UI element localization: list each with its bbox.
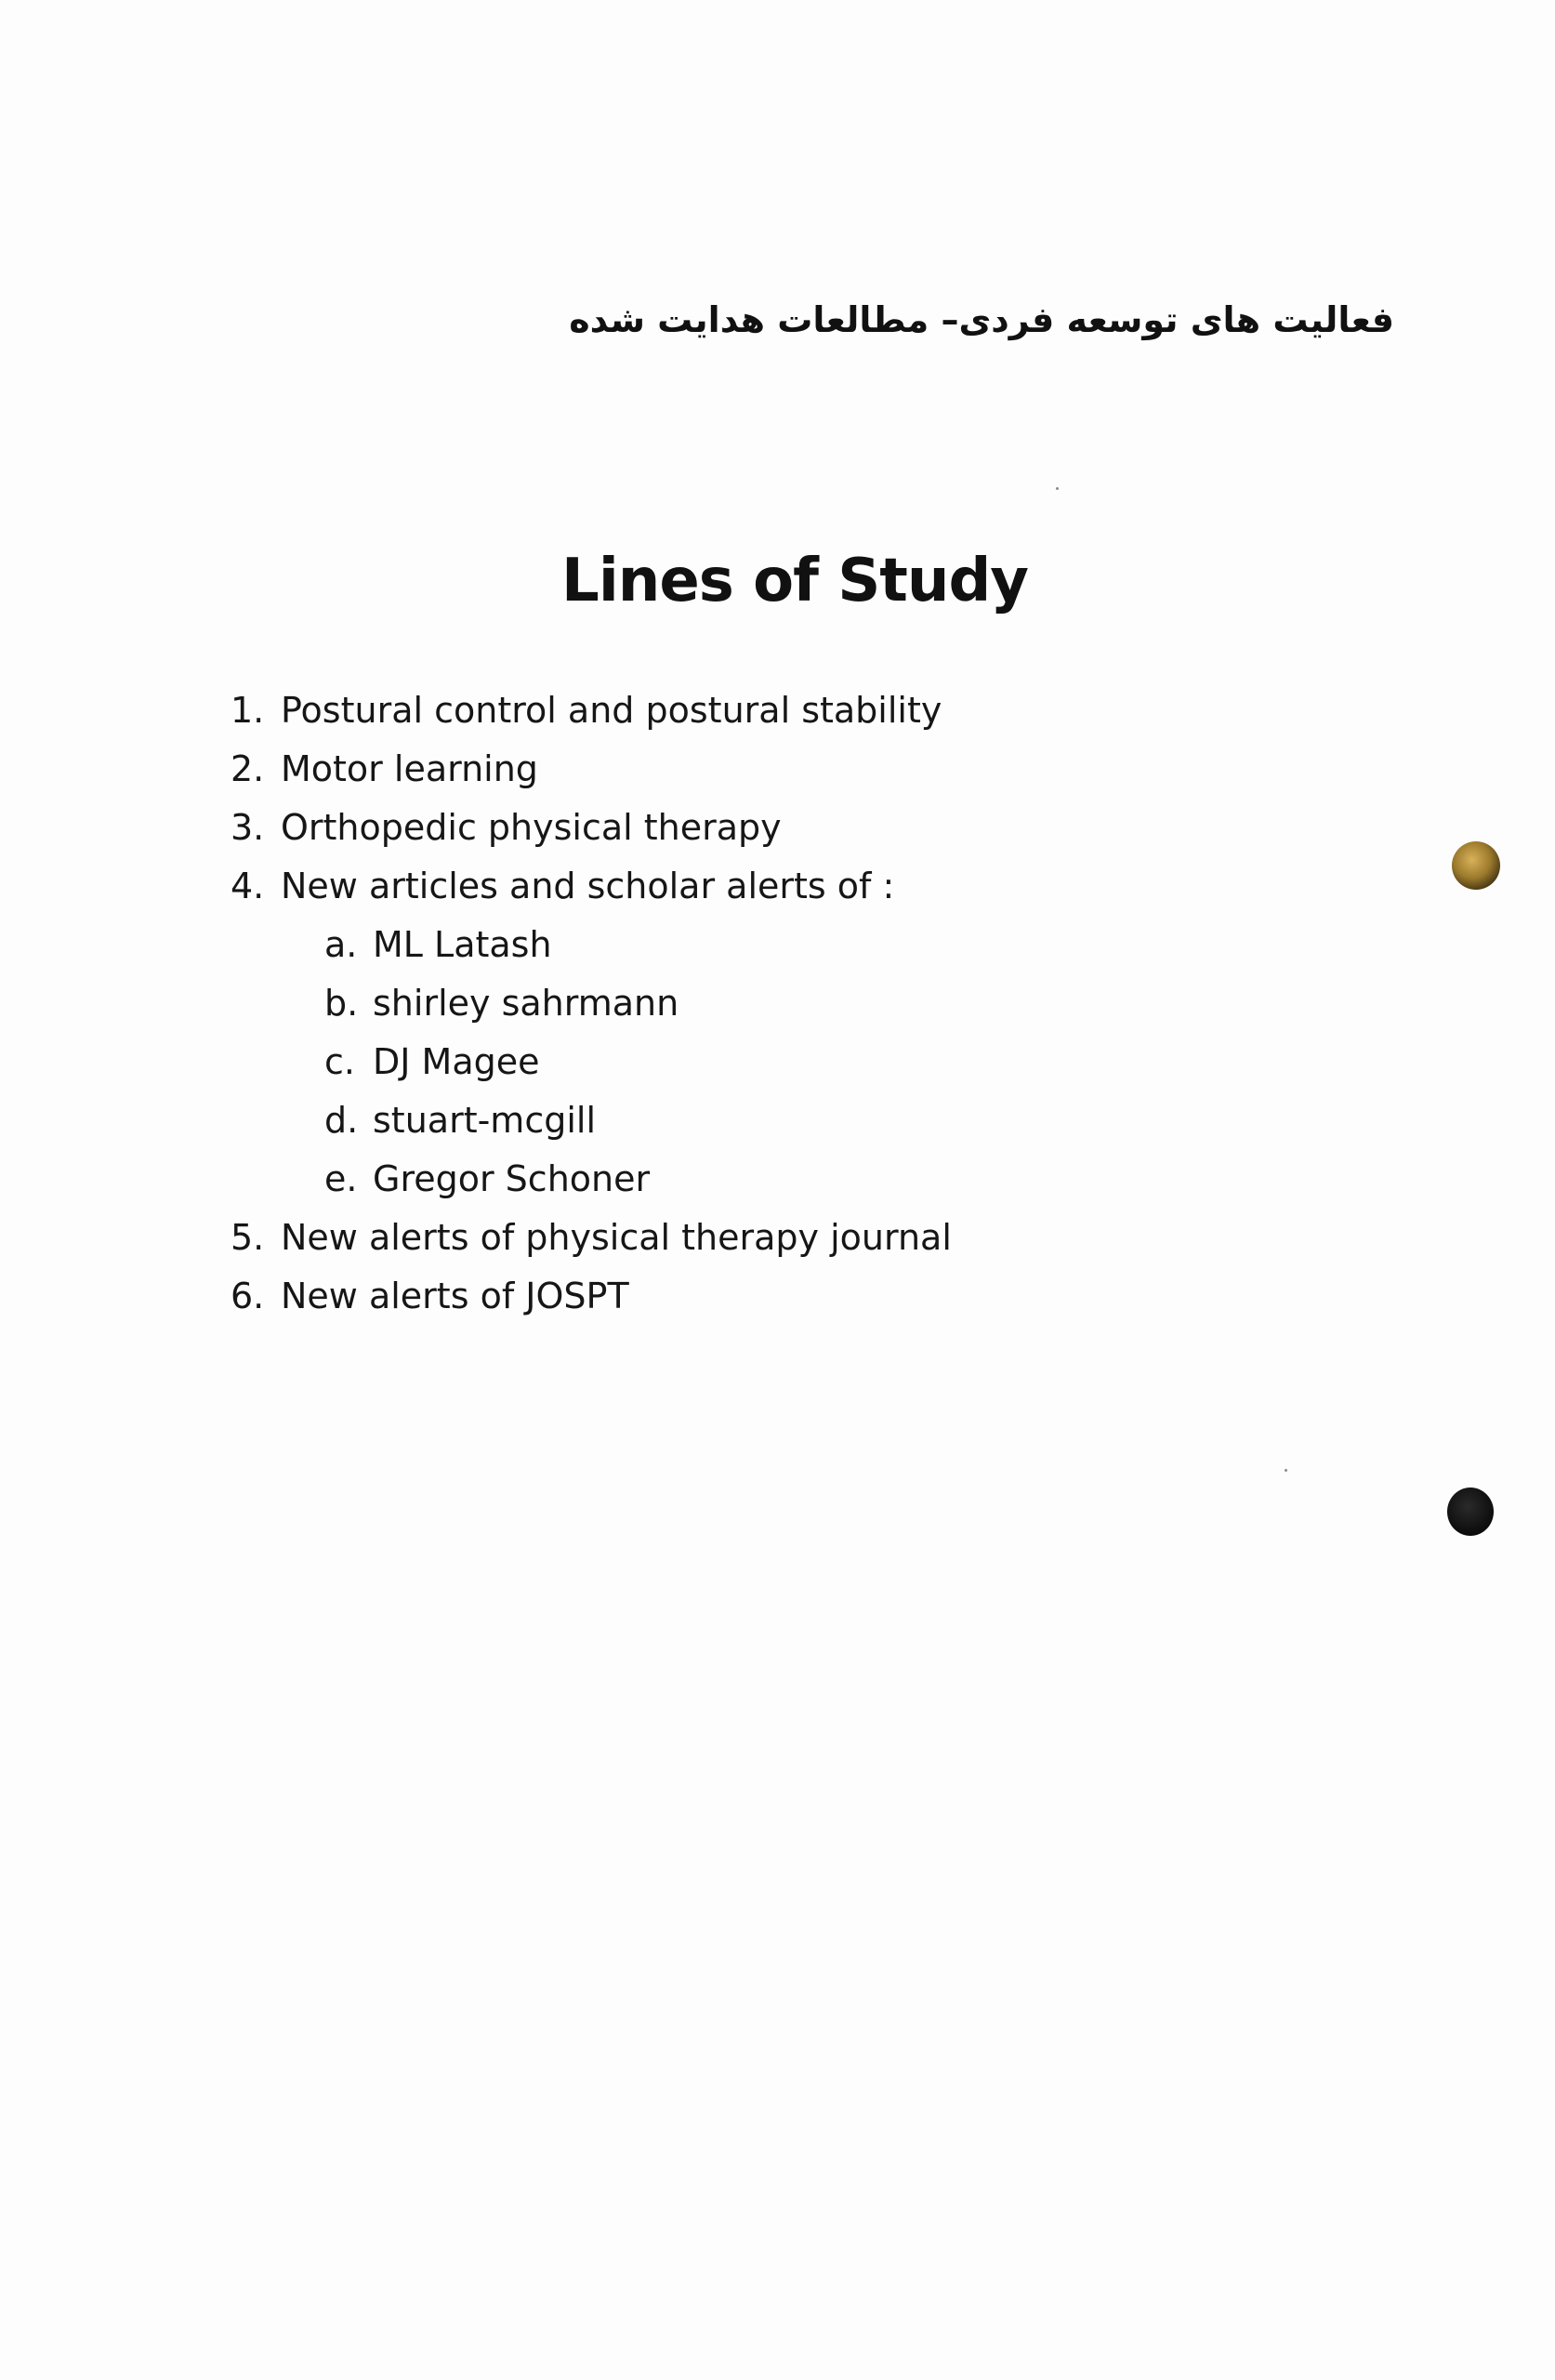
list-item-number: 2. bbox=[231, 748, 265, 789]
sub-list-item bbox=[324, 1033, 1253, 1091]
scan-speck bbox=[1056, 487, 1059, 490]
binder-hole-lower bbox=[1447, 1488, 1494, 1536]
list-item-text: Orthopedic physical therapy bbox=[281, 807, 782, 848]
sub-list-item-letter: e. bbox=[324, 1158, 358, 1199]
sub-list-item-text: stuart-mcgill bbox=[373, 1100, 597, 1141]
list-item-text: New alerts of physical therapy journal bbox=[281, 1217, 952, 1258]
list-item-number: 4. bbox=[231, 866, 265, 906]
page-title: Lines of Study bbox=[561, 547, 1028, 615]
binder-hole-upper bbox=[1452, 841, 1500, 890]
list-item-number: 1. bbox=[231, 690, 265, 731]
list-item-text: New alerts of JOSPT bbox=[281, 1276, 629, 1316]
sub-list-container bbox=[231, 916, 1253, 1209]
sub-list-item-letter: d. bbox=[324, 1100, 359, 1141]
list-item-text: Postural control and postural stability bbox=[281, 690, 942, 731]
sub-list-item bbox=[324, 916, 1253, 974]
sub-list-item-text: shirley sahrmann bbox=[373, 983, 679, 1024]
list-item-text: Motor learning bbox=[281, 748, 538, 789]
sub-list-item bbox=[324, 974, 1253, 1033]
list-item-text: New articles and scholar alerts of : bbox=[281, 866, 895, 906]
sub-list-item-letter: a. bbox=[324, 924, 358, 965]
list-item bbox=[231, 740, 1253, 799]
list-item bbox=[231, 799, 1253, 857]
study-list bbox=[231, 681, 1253, 1326]
list-item bbox=[231, 681, 1253, 740]
sub-list-item-text: Gregor Schoner bbox=[373, 1158, 651, 1199]
scan-speck bbox=[1285, 1469, 1287, 1472]
list-item bbox=[231, 857, 1253, 916]
sub-list-item-text: DJ Magee bbox=[373, 1041, 540, 1082]
sub-list bbox=[231, 916, 1253, 1209]
list-item-number: 3. bbox=[231, 807, 265, 848]
list-item bbox=[231, 1267, 1253, 1326]
list-item-number: 5. bbox=[231, 1217, 265, 1258]
sub-list-item-letter: c. bbox=[324, 1041, 355, 1082]
sub-list-item bbox=[324, 1150, 1253, 1209]
sub-list-item bbox=[324, 1091, 1253, 1150]
sub-list-item-letter: b. bbox=[324, 983, 359, 1024]
persian-section-heading: فعالیت های توسعه فردی– مطالعات هدایت شده bbox=[569, 299, 1394, 340]
list-item bbox=[231, 1209, 1253, 1267]
sub-list-item-text: ML Latash bbox=[373, 924, 552, 965]
list-item-number: 6. bbox=[231, 1276, 265, 1316]
